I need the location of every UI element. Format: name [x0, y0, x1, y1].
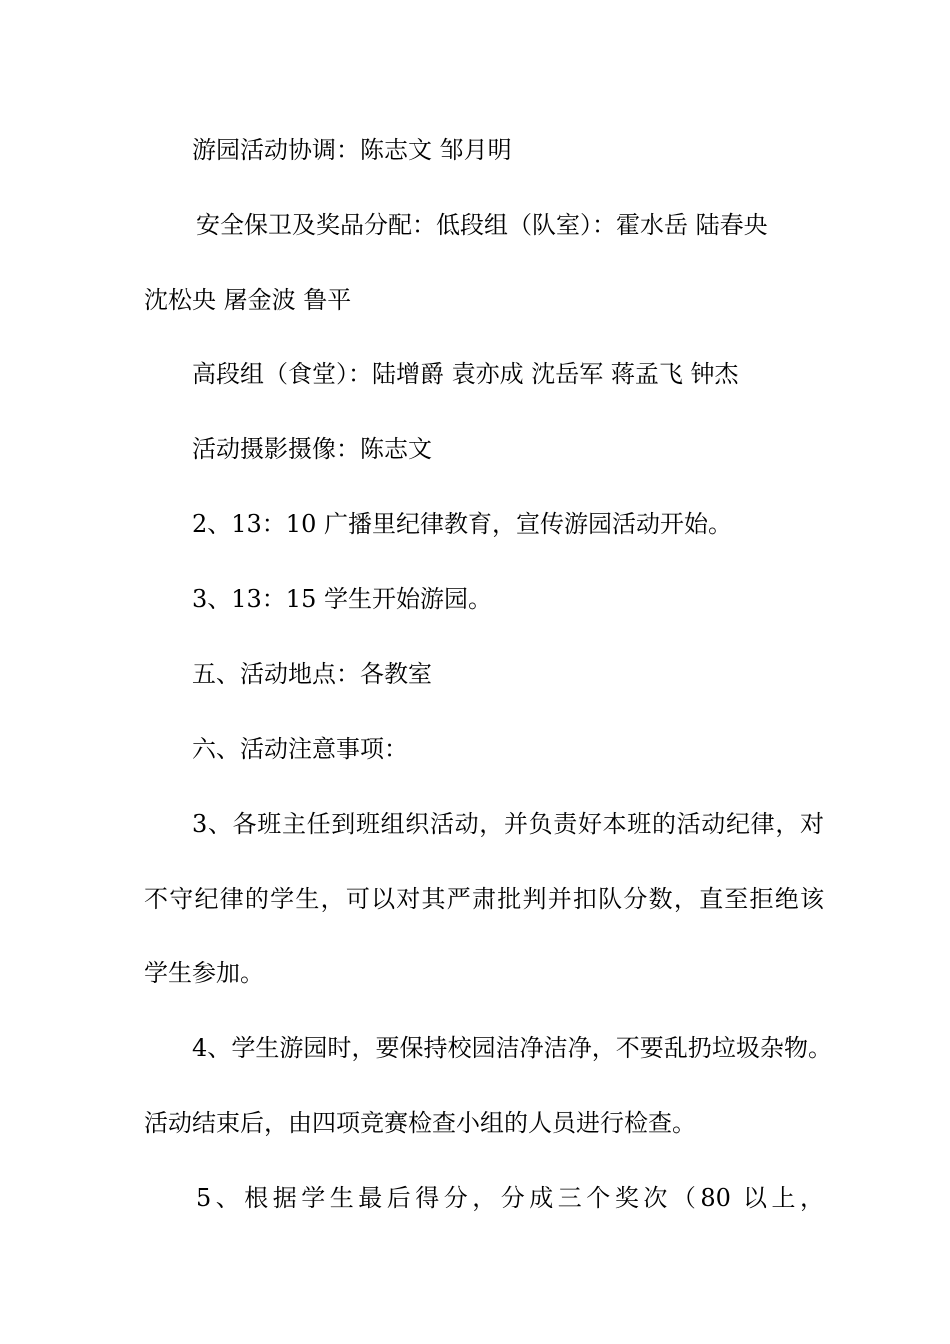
text-line-start: 3、13：15 学生开始游园。	[192, 585, 492, 613]
text-line-note-3-continued: 不守纪律的学生，可以对其严肃批判并扣队分数，直至拒绝该	[144, 885, 824, 913]
text-line-senior-group: 高段组（食堂）：陆增爵 袁亦成 沈岳军 蒋孟飞 钟杰	[192, 360, 739, 388]
text-line-note-3: 3、各班主任到班组织活动，并负责好本班的活动纪律，对	[192, 810, 824, 838]
text-line-coordination: 游园活动协调：陈志文 邹月明	[192, 136, 512, 164]
text-line-note-5: 5、根据学生最后得分，分成三个奖次（80 以上，	[196, 1184, 824, 1212]
text-line-note-3-end: 学生参加。	[144, 959, 264, 987]
text-line-broadcast: 2、13：10 广播里纪律教育，宣传游园活动开始。	[192, 510, 732, 538]
text-line-note-4: 4、学生游园时，要保持校园洁净洁净，不要乱扔垃圾杂物。	[192, 1034, 832, 1062]
text-line-location: 五、活动地点：各教室	[192, 660, 432, 688]
text-line-photography: 活动摄影摄像：陈志文	[192, 435, 432, 463]
text-line-security: 安全保卫及奖品分配：低段组（队室）：霍水岳 陆春央	[196, 211, 768, 239]
text-line-notes-heading: 六、活动注意事项：	[192, 735, 408, 763]
text-line-note-4-continued: 活动结束后，由四项竞赛检查小组的人员进行检查。	[144, 1109, 696, 1137]
text-line-security-continued: 沈松央 屠金波 鲁平	[144, 286, 352, 314]
